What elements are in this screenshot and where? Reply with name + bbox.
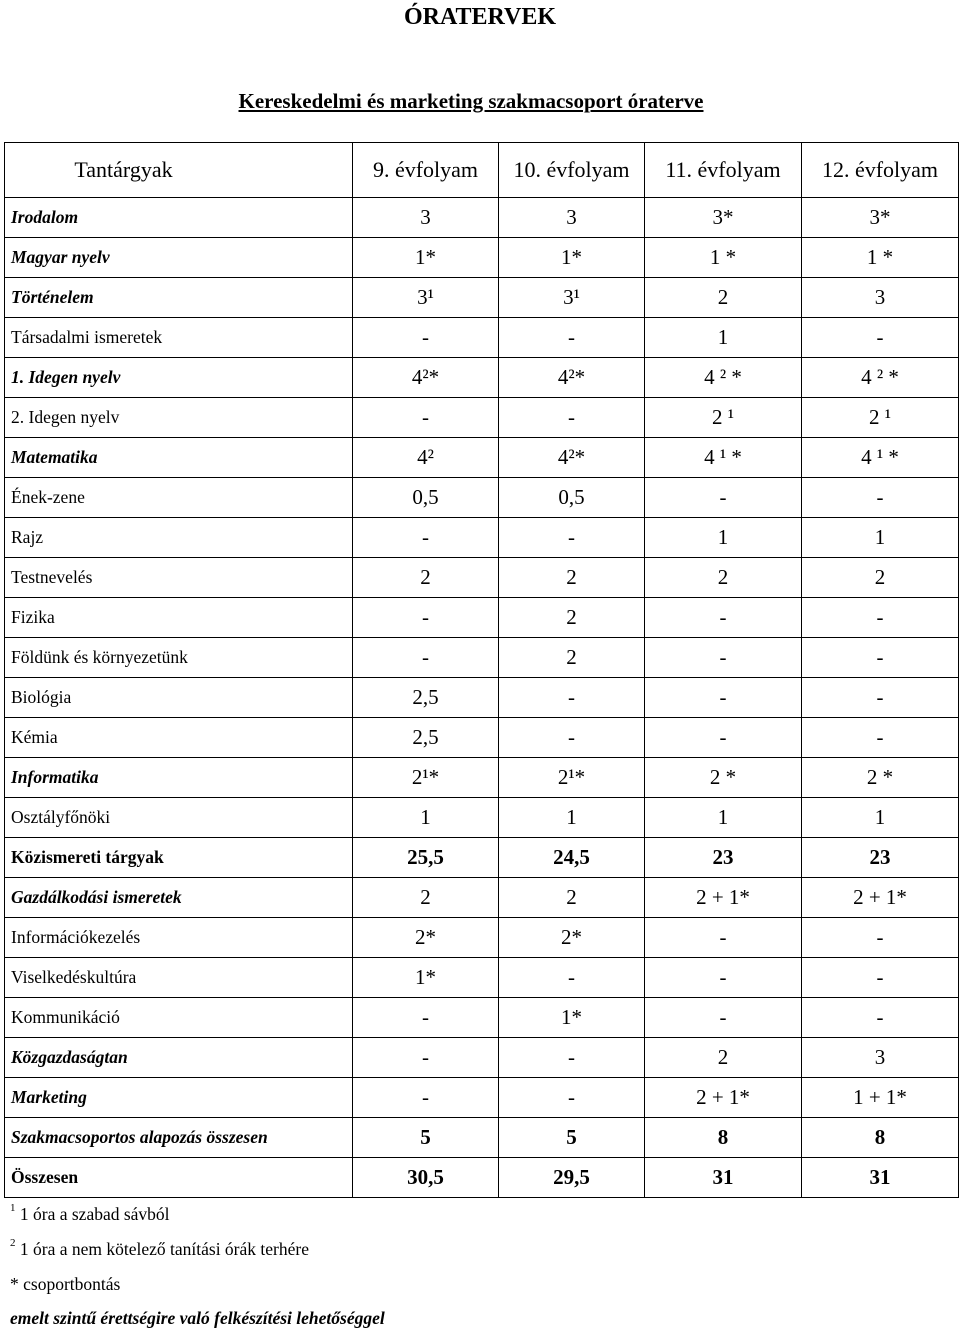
value-cell-grade-9: - <box>353 998 499 1038</box>
value-cell-grade-10: 2 <box>499 638 645 678</box>
value-cell-grade-11: 1 <box>645 798 802 838</box>
value-cell-grade-12: 2 ¹ <box>802 398 959 438</box>
table-row-osztalyfonoki <box>5 798 959 838</box>
header-grade-11: 11. évfolyam <box>645 143 802 198</box>
subject-cell: Rajz <box>5 518 353 558</box>
value-cell-grade-10: 1 <box>499 798 645 838</box>
value-cell-grade-9: 2* <box>353 918 499 958</box>
value-cell-grade-10: 29,5 <box>499 1158 645 1198</box>
value-cell-grade-9: - <box>353 638 499 678</box>
value-cell-grade-12: - <box>802 958 959 998</box>
value-cell-grade-11: 1 <box>645 318 802 358</box>
table-row-kozismereti-targyak <box>5 838 959 878</box>
document-subtitle: Kereskedelmi és marketing szakmacsoport óraterve <box>238 89 704 113</box>
subject-cell: Magyar nyelv <box>5 238 353 278</box>
value-cell-grade-12: 1 <box>802 518 959 558</box>
value-cell-grade-12: 1 <box>802 798 959 838</box>
table-row-biologia <box>5 678 959 718</box>
subject-cell: Fizika <box>5 598 353 638</box>
value-cell-grade-9: 2 <box>353 558 499 598</box>
subject-cell: Közismereti tárgyak <box>5 838 353 878</box>
table-row-matematika <box>5 438 959 478</box>
value-cell-grade-9: 3 <box>353 198 499 238</box>
subject-cell: Matematika <box>5 438 353 478</box>
table-row-informatika <box>5 758 959 798</box>
subject-cell: Osztályfőnöki <box>5 798 353 838</box>
table-row-fizika <box>5 598 959 638</box>
value-cell-grade-10: 3 <box>499 198 645 238</box>
value-cell-grade-10: - <box>499 398 645 438</box>
subject-cell: Közgazdaságtan <box>5 1038 353 1078</box>
subject-cell: Ének-zene <box>5 478 353 518</box>
value-cell-grade-11: - <box>645 478 802 518</box>
footnotes <box>10 1200 910 1340</box>
value-cell-grade-10: 0,5 <box>499 478 645 518</box>
value-cell-grade-9: 2,5 <box>353 718 499 758</box>
value-cell-grade-9: - <box>353 598 499 638</box>
table-row-magyar-nyelv <box>5 238 959 278</box>
subject-cell: Történelem <box>5 278 353 318</box>
value-cell-grade-9: - <box>353 318 499 358</box>
table-header-row <box>5 143 959 198</box>
value-cell-grade-9: - <box>353 398 499 438</box>
subject-cell: Irodalom <box>5 198 353 238</box>
table-row-tarsadalmi-ismeretek <box>5 318 959 358</box>
value-cell-grade-10: - <box>499 718 645 758</box>
value-cell-grade-12: 1 * <box>802 238 959 278</box>
value-cell-grade-11: - <box>645 598 802 638</box>
value-cell-grade-12: - <box>802 598 959 638</box>
value-cell-grade-10: - <box>499 318 645 358</box>
footnote-3-text: * csoportbontás <box>10 1274 121 1294</box>
value-cell-grade-12: 3 <box>802 278 959 318</box>
table-row-testneveles <box>5 558 959 598</box>
footnote-4-text: emelt szintű érettségire való felkészítési lehetőséggel <box>10 1308 385 1328</box>
value-cell-grade-11: 2 ¹ <box>645 398 802 438</box>
table-row-2-idegen-nyelv <box>5 398 959 438</box>
table-row-gazdalkodasi-ismeretek <box>5 878 959 918</box>
header-grade-10: 10. évfolyam <box>499 143 645 198</box>
value-cell-grade-12: - <box>802 718 959 758</box>
value-cell-grade-9: 1 <box>353 798 499 838</box>
value-cell-grade-11: - <box>645 678 802 718</box>
subject-cell: Kommunikáció <box>5 998 353 1038</box>
value-cell-grade-10: 2¹* <box>499 758 645 798</box>
value-cell-grade-10: 24,5 <box>499 838 645 878</box>
header-grade-9: 9. évfolyam <box>353 143 499 198</box>
value-cell-grade-9: - <box>353 518 499 558</box>
value-cell-grade-10: - <box>499 518 645 558</box>
value-cell-grade-10: 4²* <box>499 358 645 398</box>
value-cell-grade-10: 1* <box>499 998 645 1038</box>
table-row-enek-zene <box>5 478 959 518</box>
document-title: ÓRATERVEK <box>403 4 557 30</box>
value-cell-grade-11: - <box>645 638 802 678</box>
value-cell-grade-9: 1* <box>353 238 499 278</box>
subject-cell: 1. Idegen nyelv <box>5 358 353 398</box>
subject-cell: Biológia <box>5 678 353 718</box>
value-cell-grade-11: 2 <box>645 558 802 598</box>
value-cell-grade-10: - <box>499 678 645 718</box>
footnote-2-mark: 2 <box>10 1237 16 1249</box>
value-cell-grade-11: 3* <box>645 198 802 238</box>
subject-cell: 2. Idegen nyelv <box>5 398 353 438</box>
value-cell-grade-12: 2 <box>802 558 959 598</box>
subject-cell: Testnevelés <box>5 558 353 598</box>
value-cell-grade-12: 4 ¹ * <box>802 438 959 478</box>
value-cell-grade-12: - <box>802 638 959 678</box>
subject-cell: Földünk és környezetünk <box>5 638 353 678</box>
subject-cell: Összesen <box>5 1158 353 1198</box>
value-cell-grade-11: 8 <box>645 1118 802 1158</box>
value-cell-grade-9: 30,5 <box>353 1158 499 1198</box>
table-row-viselkedeskultura <box>5 958 959 998</box>
value-cell-grade-11: 2 <box>645 278 802 318</box>
value-cell-grade-12: - <box>802 998 959 1038</box>
value-cell-grade-9: - <box>353 1038 499 1078</box>
value-cell-grade-9: 1* <box>353 958 499 998</box>
value-cell-grade-10: 3¹ <box>499 278 645 318</box>
table-row-szakmacsoportos-alapozas-osszesen <box>5 1118 959 1158</box>
value-cell-grade-12: 2 * <box>802 758 959 798</box>
value-cell-grade-9: 3¹ <box>353 278 499 318</box>
table-row-tortenelem <box>5 278 959 318</box>
value-cell-grade-12: - <box>802 318 959 358</box>
value-cell-grade-10: - <box>499 1038 645 1078</box>
footnote-1-mark: 1 <box>10 1202 16 1214</box>
table-row-foldunk-es-kornyezetunk <box>5 638 959 678</box>
value-cell-grade-11: 4 ¹ * <box>645 438 802 478</box>
value-cell-grade-9: 2,5 <box>353 678 499 718</box>
table-row-kommunikacio <box>5 998 959 1038</box>
footnote-advanced-level <box>10 1305 910 1340</box>
value-cell-grade-10: 2 <box>499 558 645 598</box>
value-cell-grade-9: - <box>353 1078 499 1118</box>
value-cell-grade-9: 4² <box>353 438 499 478</box>
subject-cell: Társadalmi ismeretek <box>5 318 353 358</box>
value-cell-grade-9: 25,5 <box>353 838 499 878</box>
table-row-irodalom <box>5 198 959 238</box>
value-cell-grade-12: 3 <box>802 1038 959 1078</box>
value-cell-grade-12: 2 + 1* <box>802 878 959 918</box>
value-cell-grade-11: 2 * <box>645 758 802 798</box>
footnote-1-text: 1 óra a szabad sávból <box>19 1204 170 1224</box>
value-cell-grade-11: - <box>645 958 802 998</box>
value-cell-grade-11: 23 <box>645 838 802 878</box>
value-cell-grade-10: - <box>499 958 645 998</box>
value-cell-grade-11: - <box>645 998 802 1038</box>
table-row-marketing <box>5 1078 959 1118</box>
header-grade-12: 12. évfolyam <box>802 143 959 198</box>
value-cell-grade-10: 1* <box>499 238 645 278</box>
table-row-1-idegen-nyelv <box>5 358 959 398</box>
curriculum-table <box>4 142 959 1198</box>
value-cell-grade-12: 31 <box>802 1158 959 1198</box>
table-row-rajz <box>5 518 959 558</box>
value-cell-grade-12: - <box>802 478 959 518</box>
value-cell-grade-11: 2 + 1* <box>645 1078 802 1118</box>
value-cell-grade-12: 4 ² * <box>802 358 959 398</box>
footnote-2-text: 1 óra a nem kötelező tanítási órák terhére <box>19 1239 309 1259</box>
footnote-1 <box>10 1200 910 1235</box>
value-cell-grade-11: 1 * <box>645 238 802 278</box>
value-cell-grade-11: - <box>645 718 802 758</box>
value-cell-grade-9: 2¹* <box>353 758 499 798</box>
value-cell-grade-12: - <box>802 918 959 958</box>
subject-cell: Marketing <box>5 1078 353 1118</box>
table-row-kemia <box>5 718 959 758</box>
value-cell-grade-9: 4²* <box>353 358 499 398</box>
subject-cell: Szakmacsoportos alapozás összesen <box>5 1118 353 1158</box>
value-cell-grade-9: 0,5 <box>353 478 499 518</box>
subject-cell: Viselkedéskultúra <box>5 958 353 998</box>
value-cell-grade-12: - <box>802 678 959 718</box>
subject-cell: Gazdálkodási ismeretek <box>5 878 353 918</box>
subject-cell: Informatika <box>5 758 353 798</box>
footnote-2 <box>10 1235 910 1270</box>
footnote-group-split <box>10 1270 910 1305</box>
table-row-informaciokezeles <box>5 918 959 958</box>
table-row-kozgazdasagtan <box>5 1038 959 1078</box>
value-cell-grade-11: 2 <box>645 1038 802 1078</box>
value-cell-grade-12: 8 <box>802 1118 959 1158</box>
value-cell-grade-10: 5 <box>499 1118 645 1158</box>
value-cell-grade-11: 4 ² * <box>645 358 802 398</box>
subject-cell: Kémia <box>5 718 353 758</box>
value-cell-grade-10: 2* <box>499 918 645 958</box>
value-cell-grade-11: 31 <box>645 1158 802 1198</box>
header-subjects: Tantárgyak <box>5 143 353 198</box>
table-row-osszesen <box>5 1158 959 1198</box>
value-cell-grade-10: - <box>499 1078 645 1118</box>
value-cell-grade-11: - <box>645 918 802 958</box>
value-cell-grade-11: 1 <box>645 518 802 558</box>
subject-cell: Információkezelés <box>5 918 353 958</box>
value-cell-grade-9: 2 <box>353 878 499 918</box>
value-cell-grade-10: 4²* <box>499 438 645 478</box>
value-cell-grade-12: 1 + 1* <box>802 1078 959 1118</box>
value-cell-grade-9: 5 <box>353 1118 499 1158</box>
value-cell-grade-12: 23 <box>802 838 959 878</box>
value-cell-grade-11: 2 + 1* <box>645 878 802 918</box>
value-cell-grade-10: 2 <box>499 878 645 918</box>
value-cell-grade-10: 2 <box>499 598 645 638</box>
value-cell-grade-12: 3* <box>802 198 959 238</box>
